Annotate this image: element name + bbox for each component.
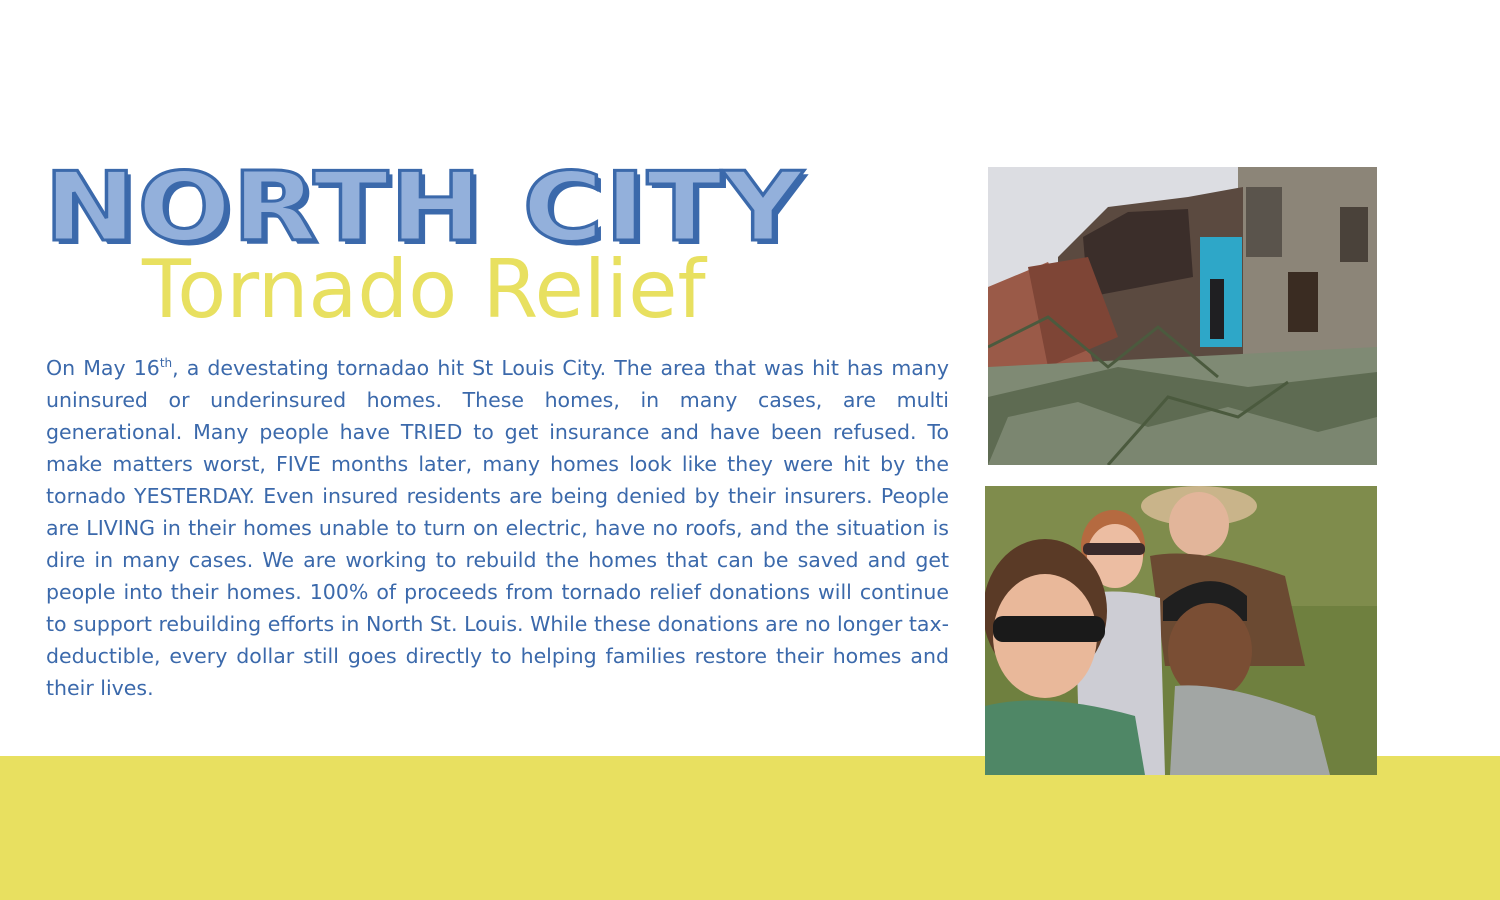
page-title: NORTH CITY (44, 153, 805, 263)
description-text: , a devestating tornadao hit St Louis City. The area that was hit has many uninsured or underinsured homes. These homes, in many cases, are multi generational. Many people have TRIED to get insurance and have been refused. To make matters worst, FIVE months later, many homes look like they were hit by the tornado YESTERDAY. Even insured residents are being denied by their insurers. People are LIVING in their homes unable to turn on electric, have no roofs, and the situation is dire in many cases. We are working to rebuild the homes that can be saved and get people into their homes. 100% of proceeds from tornado relief donations will continue to support rebuilding efforts in North St. Louis. While these donations are no longer tax-deductible, every dollar still goes directly to helping families restore their homes and their lives. (46, 356, 949, 700)
footer-yellow-band (0, 756, 1500, 900)
date-text: On May 16 (46, 356, 160, 380)
damaged-house-photo (988, 167, 1377, 465)
page-subtitle: Tornado Relief (142, 243, 706, 336)
volunteers-selfie-photo (985, 486, 1377, 775)
description-paragraph (46, 352, 949, 704)
date-ordinal-suffix: th (159, 356, 173, 370)
